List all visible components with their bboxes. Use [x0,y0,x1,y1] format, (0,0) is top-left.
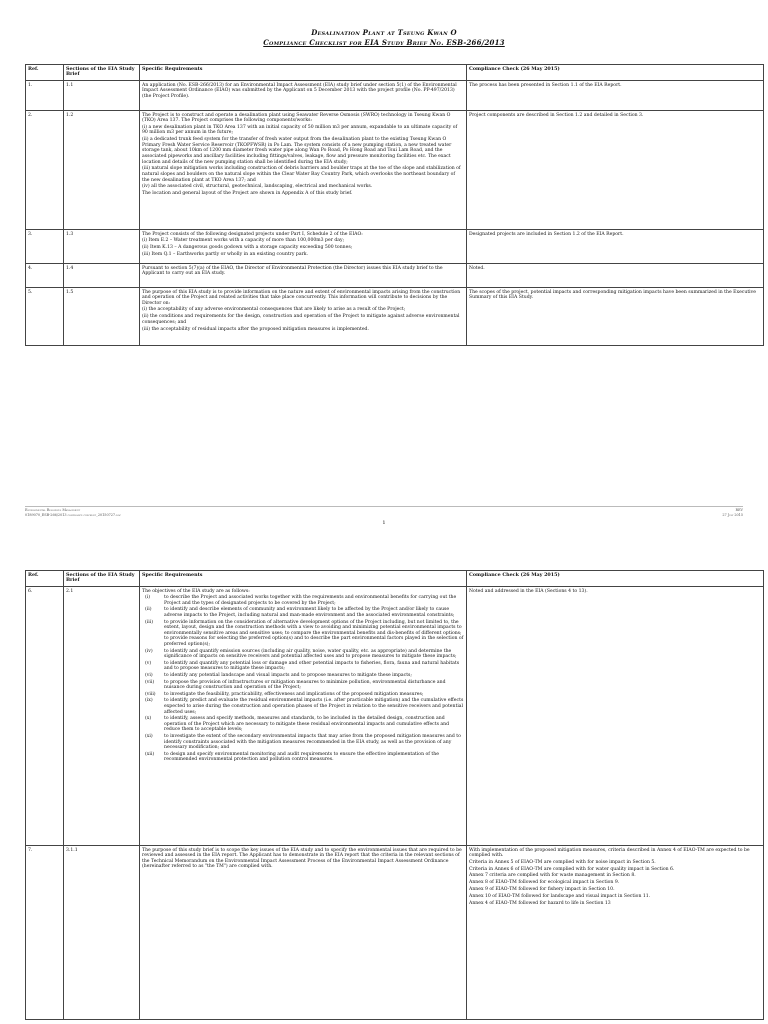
check-paragraph: Noted and addressed in the EIA (Sections 4 to 13). [469,588,588,594]
footer-date: 27 July 2015 [722,512,743,517]
footer-filename: 0189070_ESB-266/2013 compliance checklist_20150727.doc [25,512,121,517]
row-section: 1.5 [64,288,140,346]
list-item-text: to design and specify environmental monitoring and audit requirements to ensure the effective implementation of the recommended environmental protection and pollution control measures. [164,751,439,763]
col-header-compliance: Compliance Check (26 May 2015) [467,65,764,81]
check-paragraph: Criteria in Annex 6 of EIAO-TM are complied with for water quality impact in Section 6. [469,866,675,872]
row-requirements [140,264,467,288]
list-item [142,661,464,672]
list-item-text: to propose the provision of infrastructures or mitigation measures to minimize pollution, environmental disturbance and nuisance during construction and operation of the Project; [164,679,446,691]
check-paragraph: Project components are described in Section 1.2 and detailed in Section 3. [469,112,644,118]
check-paragraph: Annex 4 of EIAO-TM followed for hazard to life in Section 13 [469,900,611,906]
check-paragraph: Noted. [469,265,485,271]
req-paragraph: An application (No. ESB-266/2013) for an Environmental Impact Assessment (EIA) study brief under section 5(1) of the Environmental Impact Assessment Ordinance (EIAO) was submitted by the Applicant on 5 December 2013 with the project profile (No. PP-497/2013) (the Project Profile). [142,82,457,99]
document-title: Desalination Plant at Tseung Kwan O [311,28,457,37]
table-row [26,230,764,264]
page-number: 1 [382,520,386,526]
table-row [26,81,764,111]
footer-divider [25,506,743,507]
req-paragraph: (iv) all the associated civil, structural, geotechnical, landscaping, electrical and mechanical works. [142,184,373,190]
req-paragraph: Pursuant to section 5(7)(a) of the EIAO, the Director of Environmental Protection (the Director) issues this EIA study brief to the Applicant to carry out an EIA study. [142,265,443,277]
col-header-ref: Ref. [26,571,64,587]
check-paragraph: With implementation of the proposed mitigation measures, criteria described in Annex 4 of EIAO-TM are expected to be complied with. [469,847,750,859]
list-item-number: (ix) [145,698,153,704]
list-item-number: (iii) [145,619,153,625]
list-item-text: to identify, predict and evaluate the residual environmental impacts (i.e. after practicable mitigation) and the cumulative effects expected to arise during the construction and operation phases of the Project in relation to the sensitive receivers and potential affected uses; [164,698,464,715]
list-item [142,673,464,679]
table-row [26,264,764,288]
row-ref: 1. [26,81,64,111]
row-requirements [140,230,467,264]
req-paragraph: (ii) the conditions and requirements for the design, construction and operation of the Project to mitigate against adverse environmental consequences; and [142,314,460,325]
table-header-row [26,65,764,81]
req-paragraph: The Project consists of the following designated projects under Part I, Schedule 2 of the EIAO: [142,231,363,237]
row-ref: 7. [26,846,64,1020]
check-paragraph: Annex 8 of EIAO-TM followed for ecological impact in Section 9. [469,880,620,886]
row-section: 2.1 [64,587,140,846]
page-2 [0,560,768,1024]
check-paragraph: The process has been presented in Section 1.1 of the EIA Report. [469,82,622,88]
req-paragraph: The purpose of this EIA study is to provide information on the nature and extent of environmental impacts arising from the construction and operation of the Project and related activities that take place concurrently. This information will contribute to decisions by the Director on: [142,289,461,306]
list-item-number: (ii) [145,607,152,613]
table-row [26,587,764,846]
document-subtitle: Compliance Checklist for EIA Study Brief No. ESB-266/2013 [263,38,505,47]
list-item [142,649,464,660]
footer-left [25,508,121,517]
col-header-requirements: Specific Requirements [140,65,467,81]
footer-right [722,508,743,517]
check-paragraph: Criteria in Annex 5 of EIAO-TM are complied with for noise impact in Section 5. [469,859,656,865]
table-row [26,111,764,230]
row-requirements [140,81,467,111]
col-header-requirements: Specific Requirements [140,571,467,587]
col-header-section: Sections of the EIA Study Brief [64,571,140,587]
req-paragraph: (iii) Item Q.1 – Earthworks partly or wholly in an existing country park. [142,251,309,257]
list-item-number: (iv) [145,648,153,654]
compliance-table-page-1 [25,64,764,346]
req-paragraph: (i) a new desalination plant in TKO Area 137 with an initial capacity of 50 million m3 per annum, expandable to an ultimate capacity of 90 million m3 per annum in the future; [142,124,458,136]
list-item-text: to identify and quantify any potential loss or damage and other potential impacts to fisheries, flora, fauna and natural habitats and to propose measures to mitigate these impacts; [164,660,460,672]
row-requirements [140,587,467,846]
row-section: 1.3 [64,230,140,264]
check-paragraph: Designated projects are included in Section 1.2 of the EIA Report. [469,231,624,237]
list-item-number: (xii) [145,751,155,757]
row-ref: 2. [26,111,64,230]
table-row [26,846,764,1020]
list-item-number: (xi) [145,733,153,739]
list-item [142,607,464,618]
row-section: 1.1 [64,81,140,111]
row-compliance [467,81,764,111]
list-item-number: (vii) [145,679,155,685]
compliance-table-page-2 [25,570,764,1020]
list-item [142,752,464,763]
list-item-number: (viii) [145,691,156,697]
list-item-number: (vi) [145,673,153,678]
row-requirements [140,846,467,1020]
row-ref: 4. [26,264,64,288]
row-section: 3.1.1 [64,846,140,1020]
list-item-text: to investigate the feasibility, practicability, effectiveness and implications of the proposed mitigation measures; [164,691,424,697]
check-paragraph: Annex 9 of EIAO-TM followed for fishery impact in Section 10. [469,887,615,892]
list-item-text: to describe the Project and associated works together with the requirements and environmental benefits for carrying out the Project and the types of designated projects to be covered by the Project; [164,595,457,606]
col-header-section: Sections of the EIA Study Brief [64,65,140,81]
footer-revision: REV [735,508,743,512]
req-paragraph: (iii) the acceptability of residual impacts after the proposed mitigation measures is implemented. [142,326,369,332]
list-item-text: to identify, assess and specify methods, measures and standards, to be included in the detailed design, construction and operation of the Project which are necessary to mitigate these residual environmental impacts and cumulative effects and reduce them to acceptable levels; [164,716,450,733]
list-item [142,692,464,698]
row-ref: 6. [26,587,64,846]
list-item [142,716,464,733]
col-header-compliance: Compliance Check (26 May 2015) [467,571,764,587]
row-compliance [467,230,764,264]
footer-company: Environmental Resources Management [25,508,81,512]
req-paragraph: (ii) a dedicated trunk feed system for the transfer of fresh water output from the desalination plant to the existing Tseung Kwan O Primary Fresh Water Service Reservoir (TKOPFWSR) in Po Lam. The system consists of a new pumping station, a new treated water storage tank, about 10km of 1200 mm diameter fresh water pipe along Wan Po Road, Po Hong Road and Tsui Lam Road, and the associated pipeworks and ancillary facilities including fittings/valves, leakage, flow and pressure monitoring facilities etc. The exact location and details of the new pumping station shall be identified during the EIA study; [142,137,452,165]
row-ref: 5. [26,288,64,346]
list-item-text: to identify and describe elements of community and environment likely to be affected by the Project and/or likely to cause adverse impacts to the Project, including natural and man-made environment and the associated environmental constraints; [164,607,455,619]
check-paragraph: Annex 10 of EIAO-TM followed for landscape and visual impact in Section 11. [469,893,651,899]
row-requirements [140,111,467,230]
req-paragraph: The purpose of this study brief is to scope the key issues of the EIA study and to specify the environmental issues that are required to be reviewed and assessed in the EIA report. The Applicant has to demonstrate in the EIA report that the criteria in the relevant sections of the Technical Memorandum on the Environmental Impact Assessment Process of the Environmental Impact Assessment Ordinance (hereinafter referred to as "the TM") are complied with. [142,847,462,870]
req-paragraph: (i) Item E.2 – Water treatment works with a capacity of more than 100,000m3 per day; [142,238,345,244]
req-paragraph: The Project is to construct and operate a desalination plant using Seawater Reverse Osmosis (SWRO) technology in Tseung Kwan O (TKO) Area 137. The Project comprises the following components/works: [142,112,451,124]
row-requirements [140,288,467,346]
list-item-text: to identify any potential landscape and visual impacts and to propose measures to mitigate these impacts; [164,673,412,678]
row-compliance [467,264,764,288]
list-item-text: to identify and quantify emission sources (including air quality, noise, water quality, etc. as appropriate) and determine the significance of impacts on sensitive receivers and potential affected uses and to propose measures to mitigate these impacts; [164,648,457,660]
row-compliance [467,587,764,846]
row-section: 1.2 [64,111,140,230]
row-compliance [467,111,764,230]
list-item [142,734,464,751]
req-intro: The objectives of the EIA study are as follows: [142,588,250,594]
req-paragraph: The location and general layout of the Project are shown in Appendix A of this study brief. [142,191,353,197]
list-item-text: to investigate the extent of the secondary environmental impacts that may arise from the proposed mitigation measures and to identify constraints associated with the mitigation measures recommended in the EIA study, as well as the provision of any necessary modification; and [164,733,461,751]
list-item-number: (v) [145,660,152,666]
list-item [142,680,464,691]
list-item-number: (x) [145,716,152,722]
req-paragraph: (ii) Item K.13 – A dangerous goods godown with a storage capacity exceeding 500 tonnes; [142,245,353,251]
row-section: 1.4 [64,264,140,288]
col-header-ref: Ref. [26,65,64,81]
list-item-number: (i) [145,595,151,601]
list-item [142,595,464,606]
list-item [142,620,464,648]
row-compliance [467,846,764,1020]
row-compliance [467,288,764,346]
list-item-text: to provide information on the consideration of alternative development options of the Project including, but not limited to, the extent, layout, design and the construction methods with a view to avoiding and minimizing potential environmental impacts to environmentally sensitive areas and sensitive uses; to compare the environmental benefits and dis-benefits of different options; to provide reasons for selecting the preferred option(s) and to describe the part environmental factors played in the selection of preferred option(s); [164,619,464,648]
req-paragraph: (i) the acceptability of any adverse environmental consequences that are likely to arise as a result of the Project; [142,307,406,313]
row-ref: 3. [26,230,64,264]
check-paragraph: Annex 7 criteria are complied with for waste management in Section 8. [469,873,636,879]
table-header-row [26,571,764,587]
table-row [26,288,764,346]
check-paragraph: The scopes of the project, potential impacts and corresponding mitigation impacts have been summarized in the Executive Summary of this EIA Study. [469,289,756,301]
list-item [142,698,464,715]
req-paragraph: (iii) natural slope mitigation works including construction of debris barriers and boulder traps at the toe of the slope and stabilization of natural slopes and boulders on the natural slope within the Clear Water Bay Country Park, which overlooks the northeast boundary of the new desalination plant at TKO Area 137; and [142,166,461,183]
